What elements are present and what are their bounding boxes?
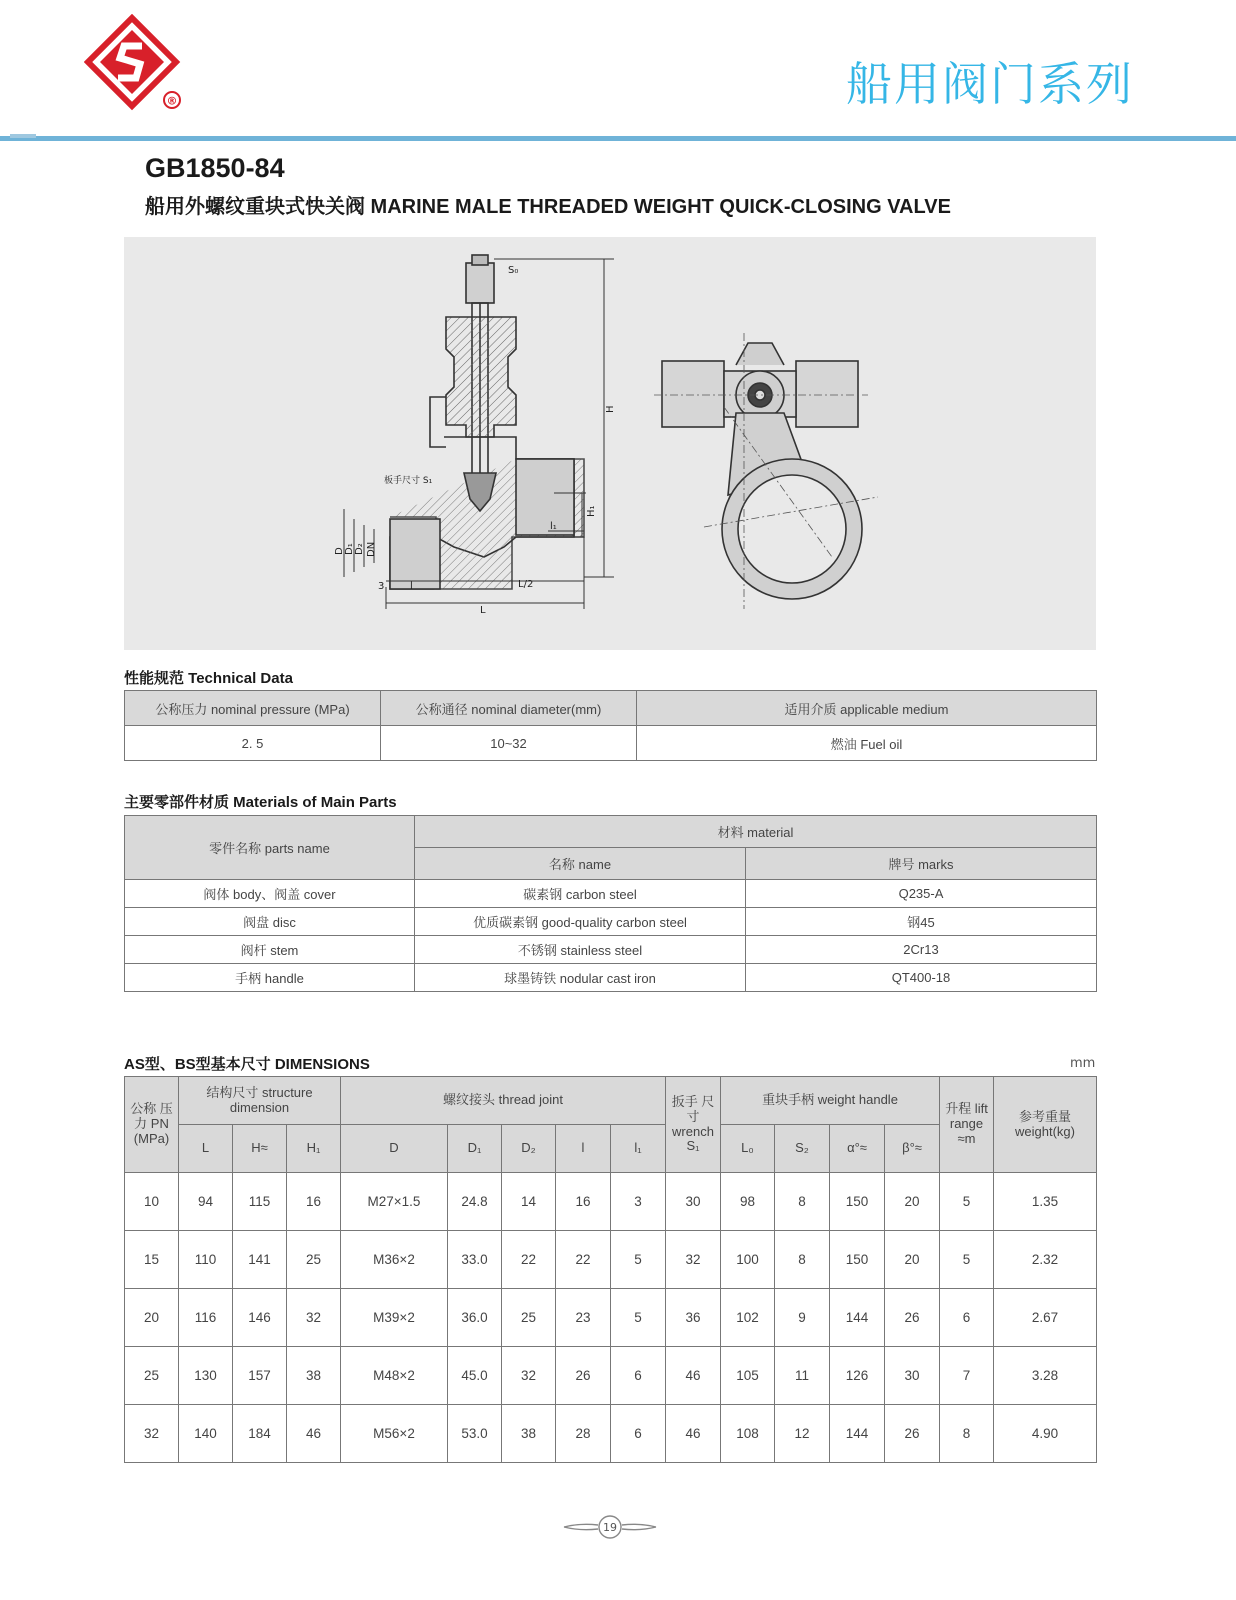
dim-cell: 26 xyxy=(885,1289,940,1347)
dimensions-heading: AS型、BS型基本尺寸 DIMENSIONS xyxy=(124,1056,370,1073)
dim-cell: 10 xyxy=(125,1173,179,1231)
dim-cell: 6 xyxy=(940,1289,994,1347)
dim-cell: 53.0 xyxy=(448,1405,502,1463)
dim-cell: 108 xyxy=(721,1405,775,1463)
dim-header-thread: 螺纹接头 thread joint xyxy=(341,1077,666,1125)
dim-cell: M39×2 xyxy=(341,1289,448,1347)
dim-cell: 8 xyxy=(775,1173,830,1231)
tech-pressure: 2. 5 xyxy=(125,726,381,761)
tech-medium: 燃油 Fuel oil xyxy=(637,726,1097,761)
dim-cell: 144 xyxy=(830,1289,885,1347)
dim-cell: 28 xyxy=(556,1405,611,1463)
materials-marks-header: 牌号 marks xyxy=(746,848,1097,880)
table-row: 阀杆 stem 不锈钢 stainless steel 2Cr13 xyxy=(125,936,1097,964)
dim-header-wrench: 扳手 尺寸 wrench S₁ xyxy=(666,1077,721,1173)
registered-mark: ® xyxy=(166,94,178,108)
dim-cell: 105 xyxy=(721,1347,775,1405)
dim-cell: 32 xyxy=(502,1347,556,1405)
dim-cell: 9 xyxy=(775,1289,830,1347)
label-d: D xyxy=(334,547,345,555)
table-row xyxy=(125,1231,1097,1289)
dim-cell: 6 xyxy=(611,1405,666,1463)
dim-header-pn: 公称 压力 PN (MPa) xyxy=(125,1077,179,1173)
dim-cell: 30 xyxy=(885,1347,940,1405)
dim-cell: M48×2 xyxy=(341,1347,448,1405)
dim-cell: 25 xyxy=(502,1289,556,1347)
dim-cell: 25 xyxy=(125,1347,179,1405)
dimensions-table: 公称 压力 PN (MPa) 结构尺寸 structure dimension 螺纹接头 thread joint 扳手 尺寸 wrench S₁ 重块手柄 weight handle 升程 lift range ≈m 参考重量 weight(kg) L H≈ H₁ D D₁ D₂ l l₁ L₀ S₂ α°≈ β°≈ 10 94 115 16 M27×1.5 24.8 14 16 3 30 98 8 150 20 5 1.35 15 110 141 25 M36×2 33.0 22 22 5 32 100 8 150 20 5 2.32 20 116 146 32 M39×2 36.0 25 23 5 36 102 9 144 26 6 2.67 25 130 157 38 M48×2 45.0 32 26 6 46 105 11 126 30 7 3.28 32 140 184 46 M56×2 53.0 38 28 6 46 108 12 144 26 8 4.90 xyxy=(124,1076,1097,1463)
dim-cell: 100 xyxy=(721,1231,775,1289)
dim-cell: 20 xyxy=(885,1173,940,1231)
dim-cell: 38 xyxy=(287,1347,341,1405)
dim-cell: 32 xyxy=(287,1289,341,1347)
dim-cell: 144 xyxy=(830,1405,885,1463)
dim-cell: 2.32 xyxy=(994,1231,1097,1289)
label-three: 3 xyxy=(378,581,385,592)
materials-name-header: 名称 name xyxy=(415,848,746,880)
label-l-small: l xyxy=(410,581,413,592)
technical-table xyxy=(124,690,1097,761)
dim-header-weight: 参考重量 weight(kg) xyxy=(994,1077,1097,1173)
dim-cell: 5 xyxy=(940,1173,994,1231)
dim-cell: 26 xyxy=(556,1347,611,1405)
table-row xyxy=(125,1405,1097,1463)
dimensions-unit: mm xyxy=(1070,1056,1096,1071)
dim-cell: 15 xyxy=(125,1231,179,1289)
page-number: 19 xyxy=(603,1521,617,1534)
dim-cell: 30 xyxy=(666,1173,721,1231)
dim-header-structure: 结构尺寸 structure dimension xyxy=(179,1077,341,1125)
dim-cell: 8 xyxy=(940,1405,994,1463)
dim-cell: 12 xyxy=(775,1405,830,1463)
table-row: 阀盘 disc 优质碳素钢 good-quality carbon steel 钢45 xyxy=(125,908,1097,936)
dim-cell: 33.0 xyxy=(448,1231,502,1289)
dim-cell: 22 xyxy=(502,1231,556,1289)
dim-cell: 94 xyxy=(179,1173,233,1231)
label-d1: D₁ xyxy=(344,543,355,555)
dim-cell: 26 xyxy=(885,1405,940,1463)
dim-cell: 5 xyxy=(940,1231,994,1289)
product-title: 船用外螺纹重块式快关阀 MARINE MALE THREADED WEIGHT QUICK-CLOSING VALVE xyxy=(145,196,951,218)
label-dn: DN xyxy=(366,541,377,557)
materials-part-header: 零件名称 parts name xyxy=(125,816,415,880)
header-rule-tick xyxy=(10,134,36,138)
dim-cell: 130 xyxy=(179,1347,233,1405)
label-l-half: L/2 xyxy=(518,579,534,590)
dim-cell: 116 xyxy=(179,1289,233,1347)
dim-cell: 150 xyxy=(830,1173,885,1231)
materials-table xyxy=(124,815,1097,992)
tech-diameter: 10~32 xyxy=(381,726,637,761)
valve-drawing xyxy=(124,237,1096,650)
header-rule xyxy=(0,136,1236,141)
label-l: L xyxy=(480,605,486,616)
dim-cell: 3.28 xyxy=(994,1347,1097,1405)
table-row: 手柄 handle 球墨铸铁 nodular cast iron QT400-18 xyxy=(125,964,1097,992)
dim-cell: 102 xyxy=(721,1289,775,1347)
dim-cell: 36.0 xyxy=(448,1289,502,1347)
dim-cell: 146 xyxy=(233,1289,287,1347)
dim-cell: 141 xyxy=(233,1231,287,1289)
dim-cell: 16 xyxy=(287,1173,341,1231)
dim-cell: 11 xyxy=(775,1347,830,1405)
table-row xyxy=(125,1173,1097,1231)
dim-cell: 22 xyxy=(556,1231,611,1289)
dim-cell: 8 xyxy=(775,1231,830,1289)
dim-cell: 32 xyxy=(125,1405,179,1463)
dim-cell: 46 xyxy=(287,1405,341,1463)
table-row xyxy=(125,1347,1097,1405)
dim-cell: 7 xyxy=(940,1347,994,1405)
dim-cell: 25 xyxy=(287,1231,341,1289)
dim-cell: 5 xyxy=(611,1231,666,1289)
series-title: 船用阀门系列 xyxy=(846,57,1134,111)
dim-cell: 6 xyxy=(611,1347,666,1405)
tech-header-pressure: 公称压力 nominal pressure (MPa) xyxy=(125,691,381,726)
dim-cell: 115 xyxy=(233,1173,287,1231)
dim-cell: M36×2 xyxy=(341,1231,448,1289)
dim-cell: M56×2 xyxy=(341,1405,448,1463)
label-wrench: 板手尺寸 S₁ xyxy=(384,476,433,486)
materials-heading: 主要零部件材质 Materials of Main Parts xyxy=(124,794,397,811)
label-d2: D₂ xyxy=(354,543,365,555)
table-row: 阀体 body、阀盖 cover 碳素钢 carbon steel Q235-A xyxy=(125,880,1097,908)
dim-cell: 110 xyxy=(179,1231,233,1289)
dim-cell: 36 xyxy=(666,1289,721,1347)
dim-cell: 46 xyxy=(666,1405,721,1463)
label-l1: l₁ xyxy=(550,521,557,532)
tech-header-diameter: 公称通径 nominal diameter(mm) xyxy=(381,691,637,726)
label-s0: S₀ xyxy=(508,265,519,276)
company-logo xyxy=(84,14,194,114)
standard-number: GB1850-84 xyxy=(145,153,285,183)
dim-cell: 150 xyxy=(830,1231,885,1289)
technical-heading: 性能规范 Technical Data xyxy=(124,670,293,687)
dim-cell: 184 xyxy=(233,1405,287,1463)
dim-cell: 20 xyxy=(885,1231,940,1289)
dim-cell: 14 xyxy=(502,1173,556,1231)
dim-cell: 5 xyxy=(611,1289,666,1347)
tech-header-medium: 适用介质 applicable medium xyxy=(637,691,1097,726)
dim-header-weight-handle: 重块手柄 weight handle xyxy=(721,1077,940,1125)
materials-material-header: 材料 material xyxy=(415,816,1097,848)
dim-cell: 38 xyxy=(502,1405,556,1463)
dim-cell: M27×1.5 xyxy=(341,1173,448,1231)
dim-cell: 16 xyxy=(556,1173,611,1231)
dim-cell: 140 xyxy=(179,1405,233,1463)
dim-cell: 24.8 xyxy=(448,1173,502,1231)
table-row xyxy=(125,1289,1097,1347)
dim-cell: 3 xyxy=(611,1173,666,1231)
dim-cell: 126 xyxy=(830,1347,885,1405)
dim-cell: 23 xyxy=(556,1289,611,1347)
dim-cell: 20 xyxy=(125,1289,179,1347)
dim-cell: 98 xyxy=(721,1173,775,1231)
label-h1: H₁ xyxy=(586,505,597,517)
dim-cell: 1.35 xyxy=(994,1173,1097,1231)
dim-header-lift: 升程 lift range ≈m xyxy=(940,1077,994,1173)
dim-cell: 2.67 xyxy=(994,1289,1097,1347)
dim-cell: 157 xyxy=(233,1347,287,1405)
label-h: H xyxy=(605,405,616,413)
page-number-badge xyxy=(560,1515,660,1539)
dim-cell: 32 xyxy=(666,1231,721,1289)
dim-cell: 46 xyxy=(666,1347,721,1405)
dim-cell: 45.0 xyxy=(448,1347,502,1405)
dim-cell: 4.90 xyxy=(994,1405,1097,1463)
